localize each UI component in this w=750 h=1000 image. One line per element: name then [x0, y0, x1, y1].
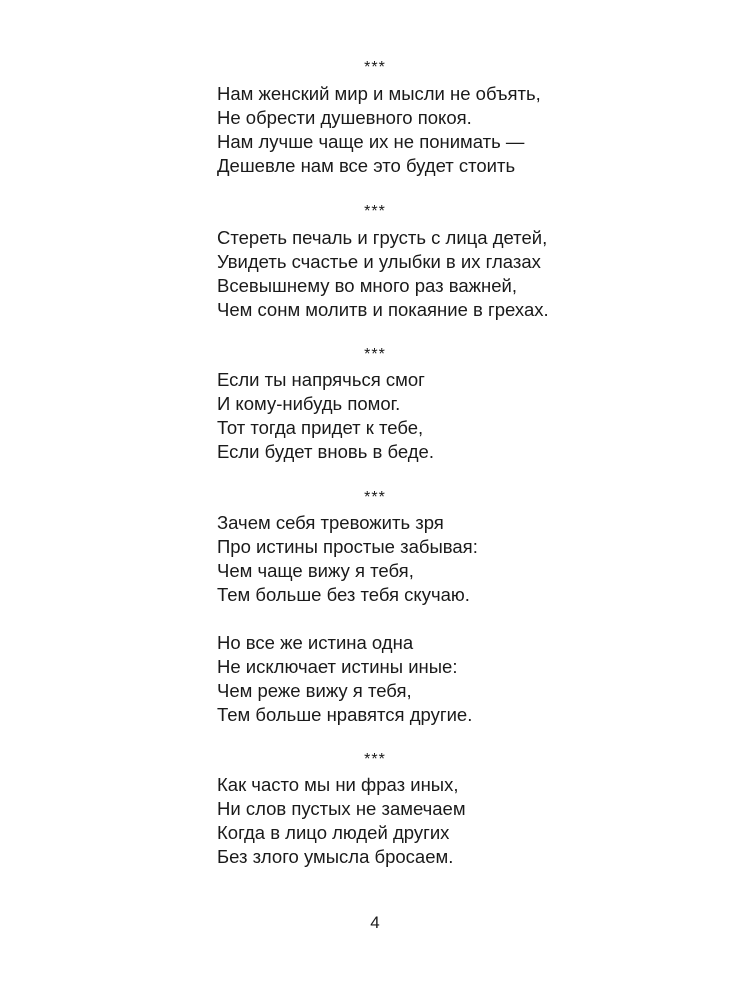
- poem-line: Тот тогда придет к тебе,: [217, 417, 424, 438]
- poem-line: Нам женский мир и мысли не объять,: [217, 83, 541, 104]
- separator-stars: ***: [364, 346, 386, 363]
- poem-line: Без злого умысла бросаем.: [217, 846, 454, 867]
- separator-stars: ***: [364, 59, 386, 76]
- poem-line: Тем больше без тебя скучаю.: [217, 584, 470, 605]
- poem-1: [217, 82, 677, 178]
- poem-line: Когда в лицо людей других: [217, 822, 450, 843]
- separator-stars: ***: [364, 203, 386, 220]
- poem-5: [217, 773, 677, 869]
- poem-line: Про истины простые забывая:: [217, 536, 478, 557]
- poem-line: Нам лучше чаще их не понимать —: [217, 131, 525, 152]
- poem-line: Дешевле нам все это будет стоить: [217, 155, 516, 176]
- poem-line: Зачем себя тревожить зря: [217, 512, 444, 533]
- poem-line: Если ты напрячься смог: [217, 369, 425, 390]
- poem-line: Чем реже вижу я тебя,: [217, 680, 412, 701]
- poem-4-stanza-2: [217, 631, 677, 727]
- poem-line: Увидеть счастье и улыбки в их глазах: [217, 251, 541, 272]
- separator-stars: ***: [364, 489, 386, 506]
- poem-line: Чем чаще вижу я тебя,: [217, 560, 414, 581]
- poem-line: Чем сонм молитв и покаяние в грехах.: [217, 299, 549, 320]
- poem-line: Стереть печаль и грусть с лица детей,: [217, 227, 548, 248]
- poem-line: Но все же истина одна: [217, 632, 414, 653]
- poem-line: Не исключает истины иные:: [217, 656, 458, 677]
- poem-line: Как часто мы ни фраз иных,: [217, 774, 459, 795]
- page-number: 4: [370, 913, 380, 932]
- poem-line: Тем больше нравятся другие.: [217, 704, 473, 725]
- separator-stars: ***: [364, 751, 386, 768]
- poem-line: И кому-нибудь помог.: [217, 393, 401, 414]
- poem-line: Если будет вновь в беде.: [217, 441, 434, 462]
- poem-3: [217, 368, 677, 464]
- poem-4: [217, 511, 677, 607]
- poem-line: Всевышнему во много раз важней,: [217, 275, 517, 296]
- poem-line: Не обрести душевного покоя.: [217, 107, 472, 128]
- poem-line: Ни слов пустых не замечаем: [217, 798, 466, 819]
- poem-2: [217, 226, 677, 322]
